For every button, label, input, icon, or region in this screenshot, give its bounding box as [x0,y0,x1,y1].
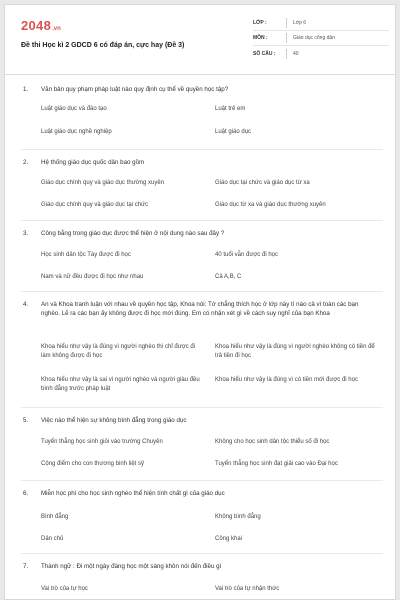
question-text: An và Khoa tranh luận với nhau về quyền học tập, Khoa nói: Tớ chẳng thích học ở lớp này tí nào cả vì toàn các bạn nghèo. Lẽ ra các bạn ấy không được đi học mới đúng. Em có nhận xét gì về cách suy nghĩ của bạn Khoa [41,301,359,317]
question-header [23,416,379,425]
answer-option[interactable]: Không cho học sinh dân tộc thiểu số đi học [215,439,330,445]
meta-divider [286,18,287,28]
question-divider [21,291,383,292]
question-header [23,229,379,238]
exam-meta-table [253,16,389,61]
answer-option[interactable]: Giáo dục tại chức và giáo dục từ xa [215,180,310,186]
meta-divider [286,33,287,43]
logo-text: 2048 [21,18,52,33]
answer-option[interactable]: Giáo dục chính quy và giáo dục tại chức [41,202,149,208]
answer-option[interactable]: Khoa hiểu như vậy là đúng vì người nghèo không có tiền để trả tiền đi học [215,344,375,359]
answer-option[interactable]: Cộng điểm cho con thương binh liệt sỹ [41,461,145,467]
question-number: 3. [23,230,29,237]
meta-row-class [253,16,389,31]
answer-option[interactable]: Vai trò của tự nhận thức [215,586,280,592]
answer-option[interactable]: Bình đẳng [41,514,69,520]
page-title: Đề thi Học kì 2 GDCD 6 có đáp án, cực hay (Đề 3) [21,42,185,49]
answer-option[interactable]: Học sinh dân tộc Tày được đi học [41,252,131,258]
answer-option[interactable]: Cả A,B, C [215,274,242,280]
answer-option[interactable]: Luật giáo dục nghề nghiệp [41,129,112,135]
question-header [23,300,379,318]
question-divider [21,480,383,481]
meta-row-question-count [253,46,389,61]
answer-option[interactable]: Giáo dục chính quy và giáo dục thường xuyên [41,180,165,186]
header-divider [5,74,395,75]
question-divider [21,220,383,221]
answer-option[interactable]: Nam và nữ đều được đi học như nhau [41,274,144,280]
answer-option[interactable]: 40 tuổi vẫn được đi học [215,252,278,258]
question-text: Thành ngữ : Đi một ngày đàng học một sàng khôn nói đến điều gì [41,563,222,570]
answer-option[interactable]: Luật giáo dục và đào tạo [41,106,107,112]
site-logo[interactable] [21,18,61,34]
answer-option[interactable]: Khoa hiểu như vậy là đúng vì có tiền mới được đi học [215,377,358,383]
answer-option[interactable]: Tuyển thẳng học sinh giỏi vào trường Chuyên [41,439,163,445]
meta-row-subject [253,31,389,46]
answer-option[interactable]: Luật giáo dục [215,129,252,135]
question-divider [21,407,383,408]
answer-option[interactable]: Vai trò của tự học [41,586,88,592]
question-number: 6. [23,490,29,497]
meta-divider [286,49,287,59]
meta-value: 40 [293,50,299,57]
question-text: Miễn học phí cho học sinh nghèo thể hiện tính chất gì của giáo dục [41,490,225,497]
question-text: Việc nào thể hiện sự không bình đẳng trong giáo dục [41,417,187,424]
meta-key: LỚP : [253,20,267,26]
question-header [23,85,379,94]
exam-header [5,5,395,73]
answer-option[interactable]: Khoa hiểu như vậy là sai vì người nghèo và người giàu đều bình đẳng trước pháp luật [41,377,200,392]
logo-suffix: .vn [52,26,61,32]
meta-value: Giáo dục công dân [293,35,335,41]
question-number: 1. [23,86,29,93]
meta-key: SỐ CÂU : [253,50,276,57]
question-number: 4. [23,301,29,308]
question-header [23,158,379,167]
exam-page [4,4,396,600]
question-header [23,489,379,498]
answer-option[interactable]: Dân chủ [41,536,64,542]
question-divider [21,553,383,554]
question-text: Công bằng trong giáo dục được thể hiện ở nội dung nào sau đây ? [41,230,225,237]
question-divider [21,149,383,150]
question-number: 7. [23,563,29,570]
answer-option[interactable]: Tuyển thẳng học sinh đạt giải cao vào Đại học [215,461,338,467]
answer-option[interactable]: Luật trẻ em [215,106,246,112]
answer-option[interactable]: Khoa hiểu như vậy là đúng vì người nghèo thì chỉ được đi làm không được đi học [41,344,196,359]
question-number: 2. [23,159,29,166]
question-number: 5. [23,417,29,424]
question-text: Văn bản quy phạm pháp luật nào quy định cụ thể về quyền học tập? [41,86,229,93]
answer-option[interactable]: Không bình đẳng [215,514,261,520]
meta-value: Lớp 6 [293,20,307,26]
question-text: Hệ thống giáo dục quốc dân bao gồm [41,159,145,166]
meta-key: MÔN : [253,35,268,41]
answer-option[interactable]: Giáo dục từ xa và giáo dục thường xuyên [215,202,326,208]
question-header [23,562,379,571]
answer-option[interactable]: Công khai [215,536,243,542]
